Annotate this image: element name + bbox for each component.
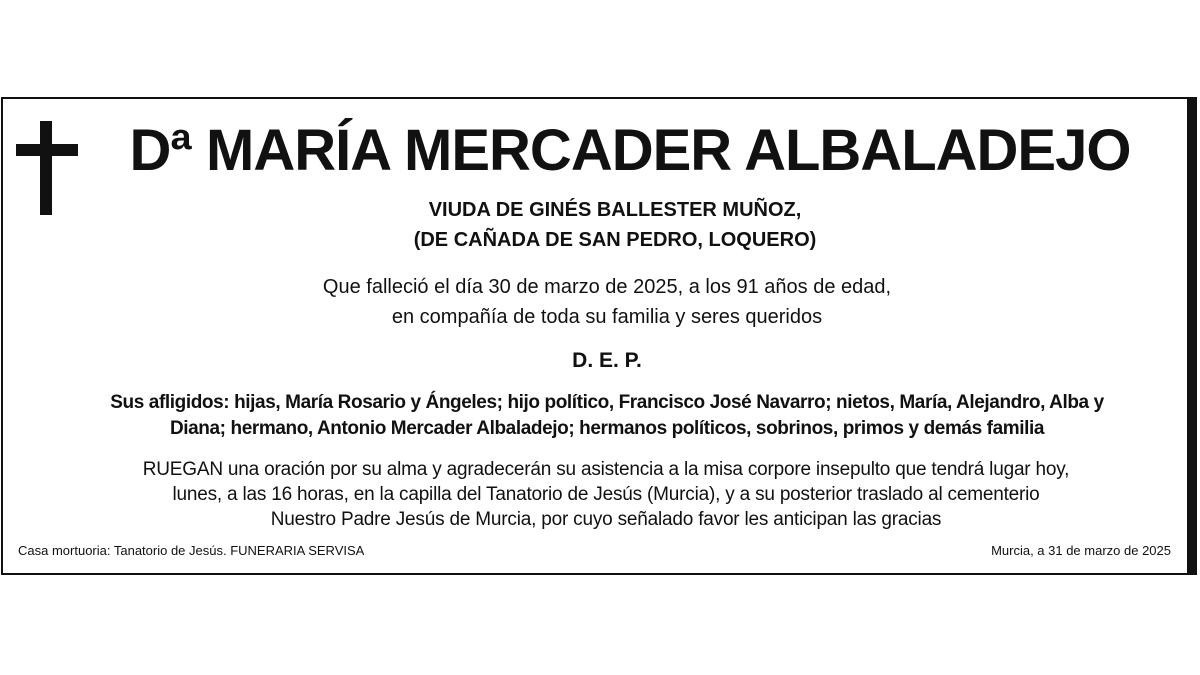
request-line-1: RUEGAN una oración por su alma y agradecerán su asistencia a la misa corpore insepulto que tendrá lugar hoy,: [142, 459, 1070, 480]
death-company-line: en compañía de toda su familia y seres queridos: [391, 306, 823, 328]
origin-line: (DE CAÑADA DE SAN PEDRO, LOQUERO): [413, 229, 817, 251]
request-line-3: Nuestro Padre Jesús de Murcia, por cuyo señalado favor les anticipan las gracias: [270, 509, 942, 530]
widow-of-line: VIUDA DE GINÉS BALLESTER MUÑOZ,: [428, 199, 802, 221]
mourners-line-2: Diana; hermano, Antonio Mercader Albaladejo; hermanos políticos, sobrinos, primos y demás familia: [169, 418, 1045, 439]
funeral-home-note: Casa mortuoria: Tanatorio de Jesús. FUNERARIA SERVISA: [18, 543, 365, 558]
death-date-line: Que falleció el día 30 de marzo de 2025, a los 91 años de edad,: [322, 276, 892, 298]
rip-label: D. E. P.: [572, 349, 642, 372]
request-line-2: lunes, a las 16 horas, en la capilla del Tanatorio de Jesús (Murcia), y a su posterior traslado al cementerio: [172, 484, 1040, 505]
place-date-note: Murcia, a 31 de marzo de 2025: [991, 543, 1171, 558]
mourners-line-1: Sus afligidos: hijas, María Rosario y Ángeles; hijo político, Francisco José Navarro; nietos, María, Alejandro, Alba y: [110, 392, 1104, 413]
deceased-name: Dª MARÍA MERCADER ALBALADEJO: [129, 118, 1131, 183]
